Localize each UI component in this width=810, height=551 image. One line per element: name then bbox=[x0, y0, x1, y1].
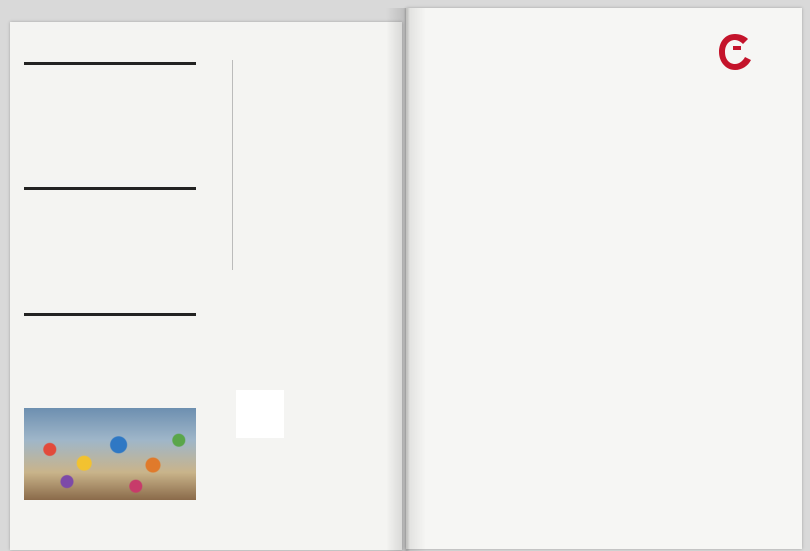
toc-item-where-to-buy[interactable] bbox=[238, 228, 378, 251]
feature-rule bbox=[24, 187, 196, 190]
magazine-logo-icon bbox=[715, 30, 755, 74]
feature-rule bbox=[24, 313, 196, 316]
toc-item-on-the-character[interactable] bbox=[238, 160, 378, 183]
toc-item-photo-finish[interactable] bbox=[238, 205, 378, 228]
toc-item-social-chinese[interactable] bbox=[238, 138, 378, 161]
toc-divider bbox=[232, 60, 233, 270]
feature-bookmark[interactable] bbox=[24, 187, 196, 198]
toc-item-editors-letter[interactable] bbox=[238, 70, 378, 93]
toc-item-chi-le-ma[interactable] bbox=[238, 115, 378, 138]
feature-rule bbox=[24, 62, 196, 65]
toc-item-agony-ayi[interactable] bbox=[238, 183, 378, 206]
right-page bbox=[406, 8, 802, 549]
mural-photo bbox=[24, 408, 196, 500]
table-of-contents bbox=[238, 70, 378, 250]
qr-code-icon[interactable] bbox=[236, 390, 284, 438]
feature-gallery[interactable] bbox=[24, 313, 196, 324]
feature-dragons-digest[interactable] bbox=[24, 62, 196, 73]
toc-item-zoetrope[interactable] bbox=[238, 93, 378, 116]
